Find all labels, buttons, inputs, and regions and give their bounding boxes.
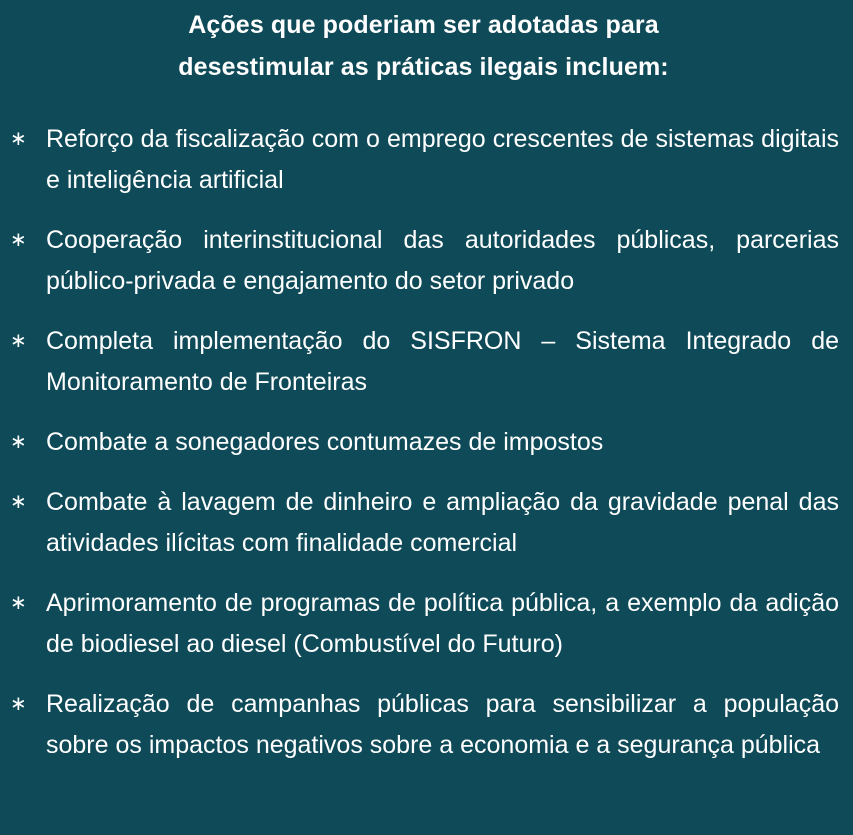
list-item-text: Aprimoramento de programas de política pública, a exemplo da adição de biodiesel ao diesel (Combustível do Futuro) [46, 589, 839, 658]
list-item-text: Completa implementação do SISFRON – Sistema Integrado de Monitoramento de Fronteiras [46, 327, 839, 396]
list-item [8, 684, 839, 766]
list-item [8, 583, 839, 665]
asterisk-bullet-icon: ∗ [10, 693, 27, 715]
list-item [8, 321, 839, 403]
list-item-text: Realização de campanhas públicas para sensibilizar a população sobre os impactos negativos sobre a economia e a segurança pública [46, 690, 839, 759]
list-item [8, 482, 839, 564]
asterisk-bullet-icon: ∗ [10, 431, 27, 453]
actions-list [8, 119, 839, 766]
slide-title [8, 4, 839, 88]
list-item [8, 220, 839, 302]
title-line-1: Ações que poderiam ser adotadas para [188, 11, 659, 39]
title-line-2: desestimular as práticas ilegais incluem: [178, 53, 669, 81]
asterisk-bullet-icon: ∗ [10, 330, 27, 352]
list-item-text: Reforço da fiscalização com o emprego crescentes de sistemas digitais e inteligência artificial [46, 125, 839, 194]
asterisk-bullet-icon: ∗ [10, 128, 27, 150]
list-item-text: Combate a sonegadores contumazes de impostos [46, 428, 604, 456]
asterisk-bullet-icon: ∗ [10, 592, 27, 614]
list-item [8, 422, 839, 463]
asterisk-bullet-icon: ∗ [10, 491, 27, 513]
asterisk-bullet-icon: ∗ [10, 229, 27, 251]
list-item-text: Cooperação interinstitucional das autoridades públicas, parcerias público-privada e engajamento do setor privado [46, 226, 839, 295]
list-item [8, 119, 839, 201]
list-item-text: Combate à lavagem de dinheiro e ampliação da gravidade penal das atividades ilícitas com finalidade comercial [46, 488, 839, 557]
